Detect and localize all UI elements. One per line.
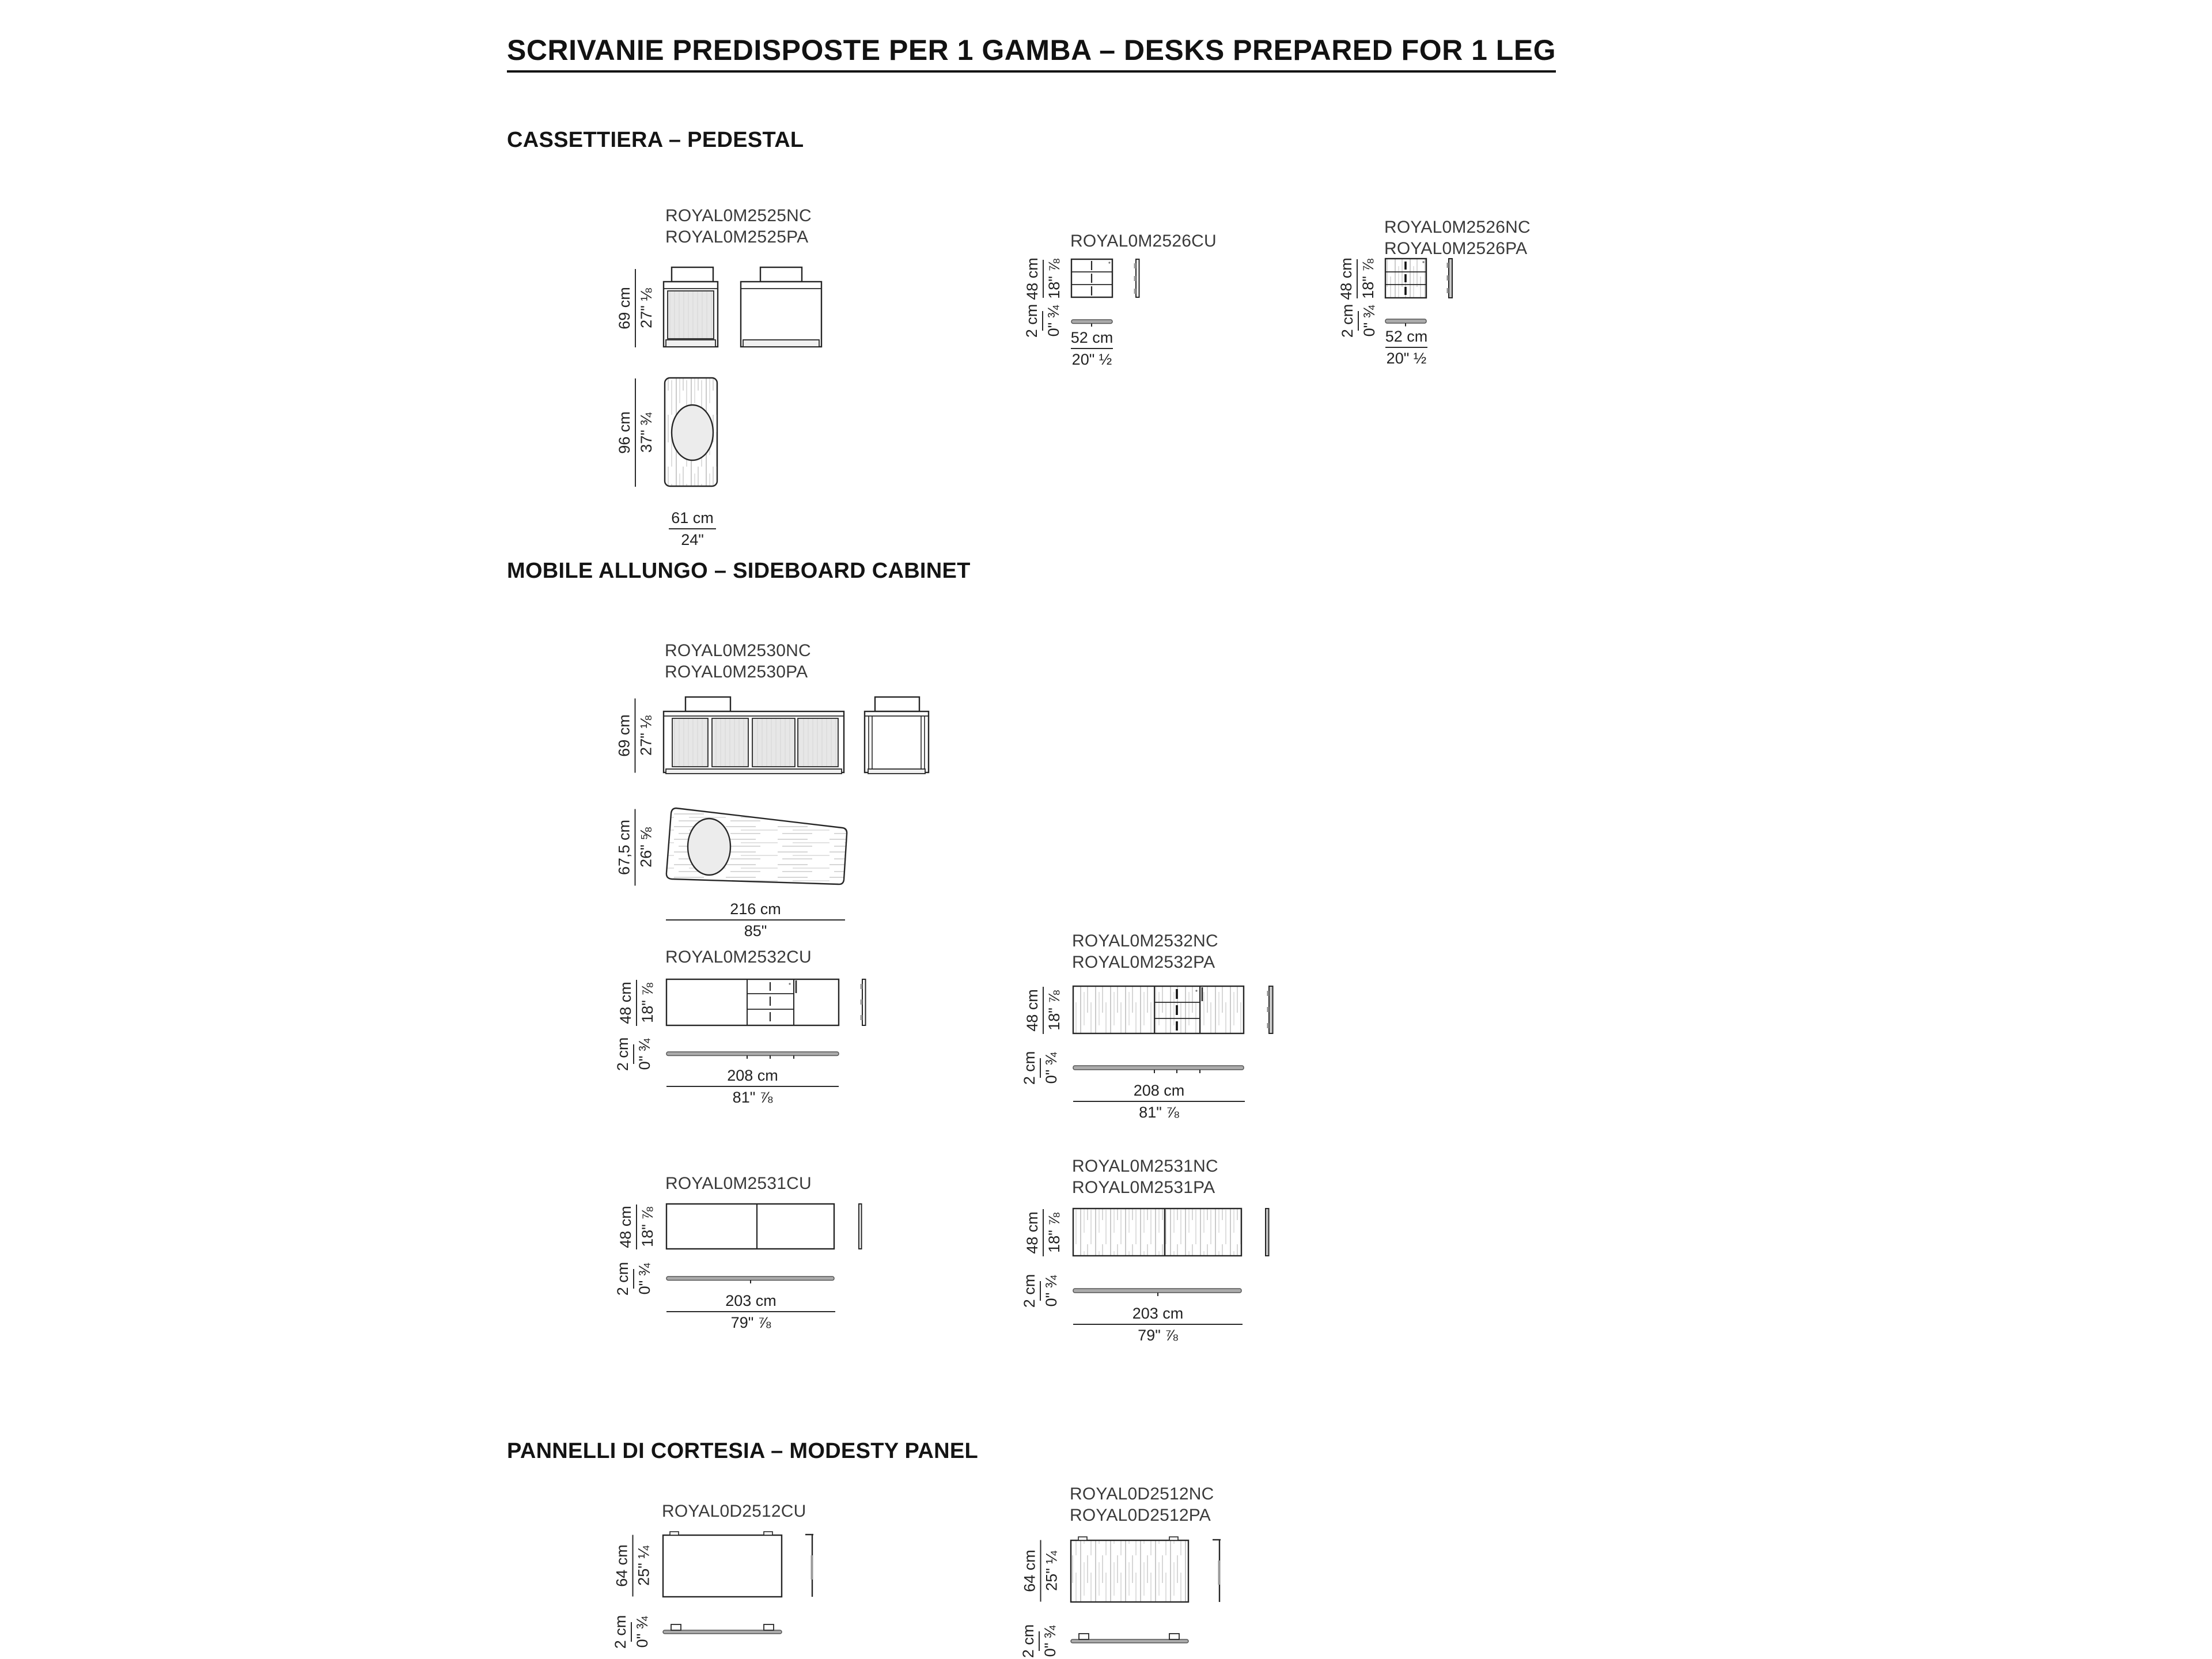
dim-depth: 67,5 cm 26" ⅝ xyxy=(616,809,655,886)
dim-thickness: 2 cm 0" ¾ xyxy=(1339,304,1378,338)
section-heading-sideboard: MOBILE ALLUNGO – SIDEBOARD CABINET xyxy=(507,559,971,583)
product-code-line: ROYAL0D2512PA xyxy=(1070,1506,1211,1525)
dim-height: 48 cm 18" ⅞ xyxy=(617,1205,656,1249)
dim-height: 64 cm 25" ¼ xyxy=(613,1535,653,1597)
dim-thickness: 2 cm 0" ¾ xyxy=(614,1262,653,1296)
modesty-panel-wood-drawing xyxy=(1063,1532,1236,1647)
product-code-line: ROYAL0M2525NC xyxy=(665,206,812,225)
section-heading-pedestal: CASSETTIERA – PEDESTAL xyxy=(507,128,804,152)
dim-height: 69 cm 27" ⅛ xyxy=(616,699,655,773)
section-heading-modesty-panel: PANNELLI DI CORTESIA – MODESTY PANEL xyxy=(507,1439,979,1463)
product-codes xyxy=(662,1501,806,1522)
dim-width: 203 cm 79" ⅞ xyxy=(666,1292,835,1331)
dim-depth: 96 cm 37" ¾ xyxy=(616,378,655,487)
product-code-line: ROYAL0M2526NC xyxy=(1384,218,1531,237)
dim-thickness: 2 cm 0" ¾ xyxy=(1023,304,1062,338)
dim-width: 52 cm 20" ½ xyxy=(1070,329,1113,368)
modesty-panel-drawing xyxy=(654,1527,827,1639)
product-code-line: ROYAL0M2530NC xyxy=(665,641,811,660)
drawer-unit-wood-drawing xyxy=(1374,248,1501,340)
sideboard-top-unit-wood-drawing xyxy=(1063,979,1282,1077)
dim-thickness: 2 cm 0" ¾ xyxy=(1021,1051,1060,1085)
dim-width: 52 cm 20" ½ xyxy=(1385,328,1428,367)
page-title: SCRIVANIE PREDISPOSTE PER 1 GAMBA – DESKS PREPARED FOR 1 LEG xyxy=(507,34,1556,73)
dim-width: 216 cm 85" xyxy=(666,900,845,940)
product-code-line: ROYAL0M2531NC xyxy=(1072,1157,1218,1176)
dim-thickness: 2 cm 0" ¾ xyxy=(612,1615,651,1649)
dim-width: 208 cm 81" ⅞ xyxy=(666,1067,839,1106)
dim-height: 48 cm 18" ⅞ xyxy=(1024,257,1063,300)
dim-height: 48 cm 18" ⅞ xyxy=(1338,257,1377,300)
plain-top-unit-wood-drawing xyxy=(1063,1203,1282,1298)
product-code-line: ROYAL0M2526CU xyxy=(1070,232,1217,251)
product-codes xyxy=(1072,930,1218,973)
sideboard-drawing xyxy=(651,685,950,927)
product-codes xyxy=(665,640,811,683)
dim-thickness: 2 cm 0" ¾ xyxy=(1021,1274,1060,1308)
plain-top-unit-drawing xyxy=(657,1198,876,1287)
product-code-line: ROYAL0M2531PA xyxy=(1072,1178,1215,1197)
product-code-line: ROYAL0M2531CU xyxy=(665,1174,812,1193)
dim-height: 48 cm 18" ⅞ xyxy=(1024,1209,1063,1256)
product-code-line: ROYAL0D2512CU xyxy=(662,1502,806,1521)
dim-height: 64 cm 25" ¼ xyxy=(1021,1540,1060,1602)
product-code-line: ROYAL0M2530PA xyxy=(665,662,808,681)
dim-height: 69 cm 27" ⅛ xyxy=(616,269,655,347)
drawer-unit-drawing xyxy=(1060,248,1187,340)
product-code-line: ROYAL0M2532NC xyxy=(1072,931,1218,950)
product-code-line: ROYAL0D2512NC xyxy=(1070,1484,1214,1503)
product-code-line: ROYAL0M2526PA xyxy=(1384,239,1528,258)
dim-height: 48 cm 18" ⅞ xyxy=(617,980,656,1026)
dim-thickness: 2 cm 0" ¾ xyxy=(614,1037,653,1071)
product-codes xyxy=(1070,1483,1214,1526)
product-code-line: ROYAL0M2525PA xyxy=(665,228,809,247)
product-codes xyxy=(665,946,812,968)
product-codes xyxy=(665,205,812,248)
dim-width: 208 cm 81" ⅞ xyxy=(1073,1082,1245,1121)
product-codes xyxy=(665,1173,812,1194)
dim-width: 61 cm 24" xyxy=(669,509,716,548)
dim-thickness: 2 cm 0" ¾ xyxy=(1020,1624,1059,1658)
product-codes xyxy=(1072,1156,1218,1198)
product-code-line: ROYAL0M2532CU xyxy=(665,948,812,967)
dim-height: 48 cm 18" ⅞ xyxy=(1024,987,1063,1034)
dim-width: 203 cm 79" ⅞ xyxy=(1073,1305,1243,1344)
pedestal-drawing xyxy=(622,253,864,565)
sideboard-top-unit-drawing xyxy=(657,974,876,1066)
product-code-line: ROYAL0M2532PA xyxy=(1072,953,1215,972)
